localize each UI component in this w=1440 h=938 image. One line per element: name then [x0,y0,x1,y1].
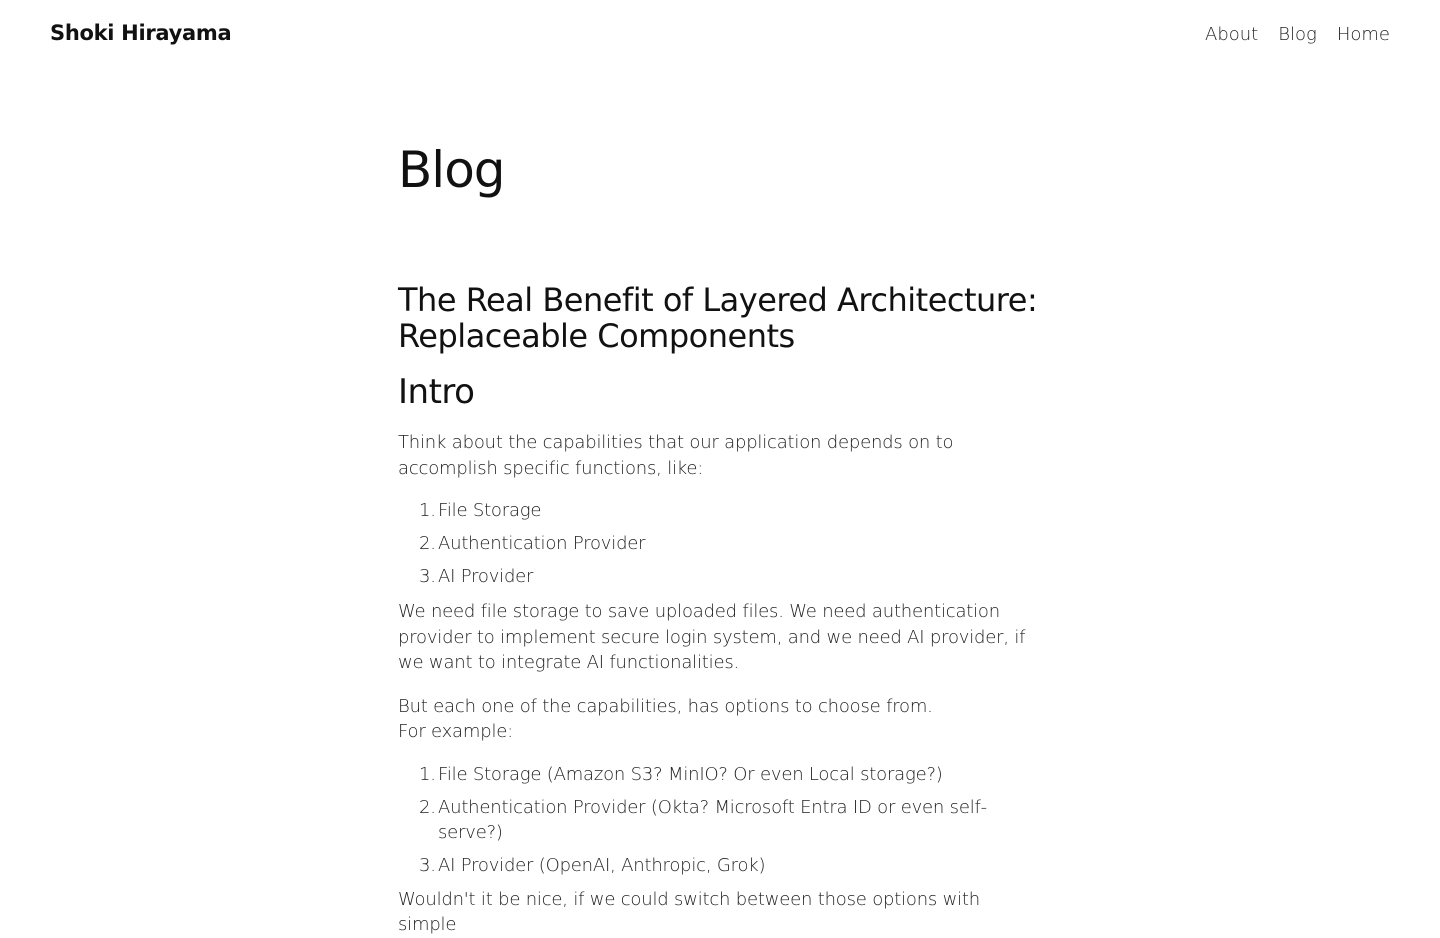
options-list [398,762,1038,878]
nav-link-about[interactable]: About [1205,24,1259,45]
list-number: 3. [419,566,436,587]
main-content [398,140,1038,938]
nav-link-home[interactable]: Home [1336,24,1390,45]
site-header [0,0,1440,70]
list-number: 3. [419,854,436,876]
capabilities-list [398,498,1038,589]
list-number: 1. [419,500,436,521]
intro-paragraph: Think about the capabilities that our application depends on to accomplish specific functions, like: [398,432,954,479]
list-number: 2. [419,533,436,554]
body-paragraph: We need file storage to save uploaded files. We need authentication provider to implement secure login system, and we need AI provider, if we want to integrate AI functionalities. [398,601,1026,673]
top-nav [1205,24,1390,45]
body-paragraph [398,694,1028,745]
section-heading-intro: Intro [398,372,475,412]
paragraph-line: For example: [398,721,513,742]
post-title: The Real Benefit of Layered Architecture: Replaceable Components [398,281,1038,355]
list-number: 2. [419,796,436,818]
list-item [419,795,1038,845]
list-item [419,531,1038,556]
list-item [419,762,1038,787]
page-title: Blog [398,141,505,199]
list-item-text: AI Provider [438,566,534,587]
list-item-text: File Storage (Amazon S3? MinIO? Or even Local storage?) [438,763,943,785]
list-item [419,498,1038,523]
blog-post [398,282,1038,938]
body-paragraph: Wouldn't it be nice, if we could switch between those options with simple [398,888,980,935]
nav-link-blog[interactable]: Blog [1278,24,1317,45]
list-item-text: AI Provider (OpenAI, Anthropic, Grok) [438,854,766,876]
list-number: 1. [419,763,436,785]
paragraph-line: But each one of the capabilities, has options to choose from. [398,695,933,717]
list-item [419,564,1038,589]
list-item [419,853,1038,878]
list-item-text: Authentication Provider (Okta? Microsoft Entra ID or even self-serve?) [438,796,987,843]
list-item-text: Authentication Provider [438,533,646,554]
site-title-link[interactable]: Shoki Hirayama [50,21,232,45]
list-item-text: File Storage [438,500,542,521]
